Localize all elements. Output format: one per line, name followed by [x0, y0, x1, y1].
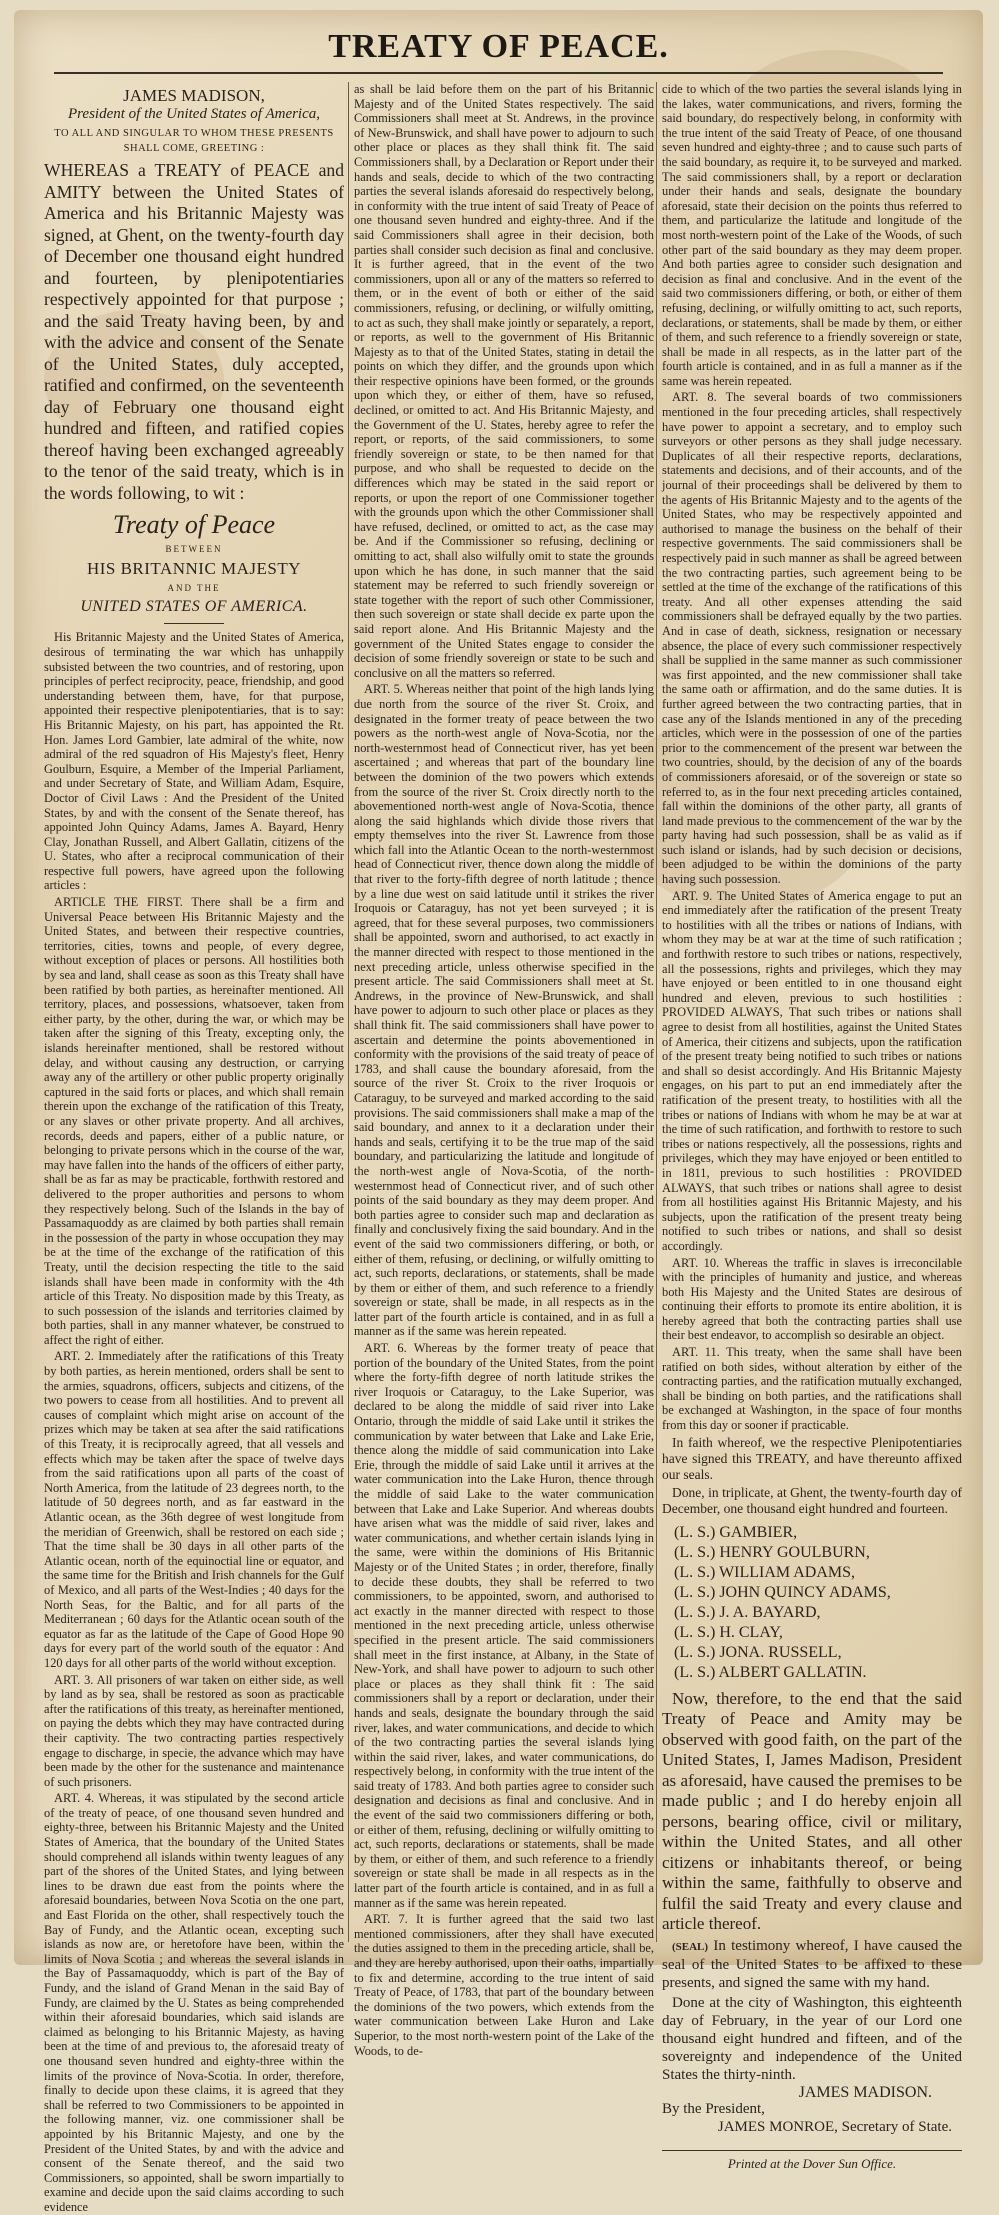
signatory: (L. S.) J. A. BAYARD, — [674, 1603, 821, 1621]
madison-signature: JAMES MADISON. — [798, 2083, 932, 2101]
treaty-paragraph: ART. 9. The United States of America engage to put an end immediately after the ratification of the present Treaty to hostilities with all the tribes or nations of Indians, with whom they may be at war at the time of such ratification ; and forthwith restore to such tribes or nations, respectively, all the possessions, rights and privileges, which they may have enjoyed or been entitled to in one thousand eight hundred and eleven, previous to such hostilities : PROVIDED ALWAYS, That such tribes or nations shall agree to desist from all hostilities, against the United States of America, their citizens and subjects, upon the ratification of the present treaty being notified to such tribes or nations and shall so desist accordingly. And His Britannic Majesty engages, on his part to put an end immediately after the ratification of the present treaty, to hostilities with all the tribes or nations of Indians with whom he may be at war at the time of such ratification, and forthwith to restore to such tribes or nations respectively, all the possessions, rights and privileges, which they may have enjoyed or been entitled to in 1811, previous to such hostilities : PROVIDED ALWAYS, that such tribes or nations shall agree to desist from all hostilities against His Britannic Majesty, and his subjects, upon the ratification of the present treaty being notified to such tribes or nations, and shall so desist accordingly. — [662, 888, 962, 1253]
treaty-paragraph: ART. 7. It is further agreed that the said two last mentioned commissioners, after they shall have executed the duties assigned to them in the preceding article, shall be, and they are hereby authorised, upon their oaths, impartially to fix and determine, according to the true intent of said Treaty of Peace, of 1783, that part of the boundary between the dominions of the two powers, which extends from the water communication between Lake Huron and Lake Superior, to the most north-western point of the Lake of the Woods, to de- — [354, 1912, 654, 2058]
treaty-paragraph: ART. 6. Whereas by the former treaty of peace that portion of the boundary of the United States, from the point where the forty-fifth degree of north latitude strikes the river Iroquois or Cataraguy, to the Lake Superior, was declared to be along the middle of said river into Lake Ontario, through the middle of said Lake until it strikes the communication by water between that Lake and Lake Erie, thence along the middle of said communication into Lake Erie, through the middle of said Lake until it arrives at the water communication into the Lake Huron, thence through the middle of said Lake to the water communication between that Lake and Lake Superior. And whereas doubts have arisen what was the middle of said river, lakes and water communications, and whether certain islands lying in the same, were within the dominions of His Britannic Majesty or of the United States ; in order, therefore, finally to decide these doubts, they shall be referred to two commissioners, to be appointed, sworn, and authorised to act exactly in the manner directed with respect to those mentioned in the next preceding article, unless otherwise specified in the present article. The said commissioners shall meet in the first instance, at Albany, in the State of New-York, and shall have power to adjourn to such other place or places as they shall think fit : The said commissioners shall by a report or declaration, under their hands and seals, designate the boundary through the said river, lakes, and water communications, and decide to which of the two contracting parties the several islands lying within the said river, lakes, and water communications, do respectively belong, in conformity with the true intent of the said treaty of 1783. And both parties agree to consider such designation and decisions as final and conclusive. And in the event of the said two commissioners differing or both, or either of them, refusing, declining or wilfully omitting to act, such reports, declarations or statements, shall be made by them, or either of them, and such reference to a friendly sovereign or state shall be made in all respects as in the latter part of the fourth article is contained, and in as full a manner as if the same was herein repeated. — [354, 1341, 654, 1910]
treaty-paragraph: His Britannic Majesty and the United States of America, desirous of terminating the war which has unhappily subsisted between the two countries, and of restoring, upon principles of perfect reciprocity, peace, friendship, and good understanding between them, have, for that purpose, appointed their respective plenipotentiaries, that is to say: His Britannic Majesty, on his part, has appointed the Rt. Hon. James Lord Gambier, late admiral of the white, now admiral of the red squadron of His Majesty's fleet, Henry Goulburn, Esquire, a Member of the Imperial Parliament, and under Secretary of State, and William Adam, Esquire, Doctor of Civil Laws : And the President of the United States, by and with the consent of the Senate thereof, has appointed John Quincy Adams, James A. Bayard, Henry Clay, Jonathan Russell, and Albert Gallatin, citizens of the U. States, who after a reciprocal communication of their respective full powers, have agreed upon the following articles : — [44, 630, 344, 893]
president-title: President of the United States of America, — [67, 106, 321, 122]
done-at-ghent: Done, in triplicate, at Ghent, the twenty-fourth day of December, one thousand eight hundred and fourteen. — [662, 1484, 962, 1516]
treaty-paragraph: ARTICLE THE FIRST. There shall be a firm and Universal Peace between His Britannic Majesty and the United States, and between their respective countries, territories, cities, towns and people, of every degree, without exception of places or persons. All hostilities both by sea and land, shall cease as soon as this Treaty shall have been ratified by both parties, as hereinafter mentioned. All territory, places, and possessions, whatsoever, taken from either party, by the other, during the war, or which may be taken after the signing of this Treaty, excepting only, the islands hereinafter mentioned, shall be restored without delay, and without causing any destruction, or carrying away any of the artillery or other public property originally captured in the said forts or places, and which shall remain therein upon the exchange of the ratification of this Treaty, or any slaves or other private property. And all archives, records, deeds and papers, either of a public nature, or belonging to private persons which in the course of the war, may have fallen into the hands of the officers of either party, shall be as far as may be practicable, forthwith restored and delivered to the proper authorities and persons to whom they respectively belong. Such of the Islands in the bay of Passamaquoddy as are claimed by both parties shall remain in the possession of the party in whose occupation they may be at the time of the exchange of the ratification of this Treaty, until the decision respecting the title to the said islands shall have been made in conformity with the 4th article of this Treaty. No disposition made by this Treaty, as to such possession of the islands and territories claimed by both parties, shall in any manner whatever, be construed to affect the right of either. — [44, 895, 344, 1347]
treaty-paragraph: ART. 2. Immediately after the ratifications of this Treaty by both parties, as herein mentioned, orders shall be sent to the armies, squadrons, officers, subjects and citizens, of the two powers to cease from all hostilities. And to prevent all causes of complaint which might arise on account of the prizes which may be taken at sea after the said ratifications of this Treaty, it is reciprocally agreed, that all vessels and effects which may be taken after the space of twelve days from the said ratifications upon all parts of the coast of North America, from the latitude of 23 degrees north, to the latitude of 50 degrees north, and as far eastward in the Atlantic ocean, as the 36th degree of west longitude from the meridian of Greenwich, shall be restored on each side ; That the time shall be 30 days in all other parts of the Atlantic ocean, north of the equinoctial line or equator, and the same time for the British and Irish channels for the Gulf of Mexico, and all parts of the West-Indies ; 40 days for the North Seas, for the Baltic, and for all parts of the Mediterranean ; 60 days for the Atlantic ocean south of the equator as far as the latitude of the Cape of Good Hope 90 days for every part of the world south of the equator : And 120 days for all other parts of the world without exception. — [44, 1349, 344, 1670]
signatory-list — [674, 1523, 962, 1683]
printer-imprint: Printed at the Dover Sun Office. — [662, 2150, 962, 2172]
column-1 — [44, 82, 344, 2214]
president-name: JAMES MADISON, — [123, 86, 265, 105]
treaty-paragraph: as shall be laid before them on the part of his Britannic Majesty and of the United States respectively. The said Commissioners shall meet at St. Andrews, in the province of New-Brunswick, and shall have power to adjourn to such other place or places as they shall think fit. The said Commissioners shall, by a Declaration or Report under their hands and seals, decide to which of the two contracting parties the several islands aforesaid do respectively belong, in conformity with the true intent of said Treaty of Peace of one thousand seven hundred and eighty-three. And if the said Commissioners shall agree in their decision, both parties shall consider such decision as final and conclusive. It is further agreed, that in the event of the two commissioners, upon all or any of the matters so referred to them, or in the event of both or either of the said commissioners, refusing, or declining, or wilfully omitting, to act as such, they shall make jointly or separately, a report, or reports, as well to the government of His Britannic Majesty as to that of the United States, stating in detail the points on which they differ, and the grounds upon which their respective opinions have been formed, or the grounds upon which they, or either of them, have so refused, declined, or omitted to act. And His Britannic Majesty, and the Government of the U. States, hereby agree to refer the report, or reports, of the said commissioners, to some friendly sovereign or state, to be then named for that purpose, and who shall be requested to decide on the differences which may be stated in the said report or reports, or upon the report of one Commissioner together with the grounds upon which the other Commissioner shall have refused, declined, or omitted to act, as the case may be. And if the Commissioner so refusing, declining or omitting to act, shall also wilfully omit to state the grounds upon which he has done, in such manner that the said statement may be referred to such friendly sovereign or state together with the report of such other Commissioner, then such sovereign or state shall decide ex parte upon the said report alone. And His Britannic Majesty and the government of the United States engage to consider the decision of some friendly sovereign or state to be such and conclusive on all the matters so referred. — [354, 82, 654, 680]
by-the-president: By the President, — [662, 2101, 765, 2118]
signatory: (L. S.) WILLIAM ADAMS, — [674, 1563, 856, 1581]
treaty-paragraph: ART. 10. Whereas the traffic in slaves is irreconcilable with the principles of humanity and justice, and whereas both His Majesty and the United States are desirous of continuing their efforts to promote its entire abolition, it is hereby agreed that both the contracting parties shall use their best endeavor, to accomplish so desirable an object. — [662, 1255, 962, 1343]
whereas-paragraph: WHEREAS a TREATY of PEACE and AMITY between the United States of America and his Britannic Majesty was signed, at Ghent, on the twenty-fourth day of December one thousand eight hundred and fourteen, by plenipotentiaries respectively appointed for that purpose ; and the said Treaty having been, by and with the advice and consent of the Senate of the United States, duly accepted, ratified and confirmed, on the seventeenth day of February one thousand eight hundred and fifteen, and ratified copies thereof having been exchanged agreeably to the tenor of the said treaty, which is in the words following, to wit : — [44, 160, 344, 503]
column-divider — [656, 82, 657, 1942]
and-label: AND THE — [167, 582, 221, 593]
monroe-signature: JAMES MONROE, Secretary of State. — [717, 2119, 952, 2136]
column-3 — [662, 82, 962, 2172]
signatory: (L. S.) JOHN QUINCY ADAMS, — [674, 1583, 891, 1601]
headline: TREATY OF PEACE. — [328, 28, 669, 65]
party-united-states: UNITED STATES OF AMERICA. — [80, 598, 308, 616]
signatory: (L. S.) HENRY GOULBURN, — [674, 1543, 870, 1561]
document-sheet — [14, 10, 983, 2214]
treaty-title: Treaty of Peace — [112, 510, 276, 540]
faith-paragraph: In faith whereof, we the respective Plenipotentiaries have signed this TREATY, and have thereunto affixed our seals. — [662, 1434, 962, 1482]
salutation: TO ALL AND SINGULAR TO WHOM THESE PRESENTS SHALL COME, GREETING : — [54, 128, 334, 154]
seal-label: (SEAL) — [672, 1940, 709, 1953]
treaty-paragraph: ART. 5. Whereas neither that point of the high lands lying due north from the source of the river St. Croix, and designated in the former treaty of peace between the two powers as the north-west angle of Nova-Scotia, nor the north-westernmost head of Connecticut river, has yet been ascertained ; and whereas that part of the boundary line between the dominion of the two powers which extends from the source of the river St. Croix directly north to the abovementioned north-west angle of Nova-Scotia, thence along the said highlands which divide those rivers that empty themselves into the river St. Lawrence from those which fall into the Atlantic Ocean to the north-westernmost head of Connecticut river, thence down along the middle of that river to the forty-fifth degree of north latitude ; thence by a line due west on said latitude until it strikes the river Iroquois or Cataraguy, has not yet been surveyed ; it is agreed, that for these several purposes, two commissioners shall be appointed, sworn and authorised, to act exactly in the manner directed with respect to those mentioned in the next preceding article, unless otherwise specified in the present article. The said Commissioners shall meet at St. Andrews, in the province of New-Brunswick, and shall have power to adjourn to such other place or places as they shall think fit. The said commissioners shall have power to ascertain and determine the points abovementioned in conformity with the provisions of the said treaty of peace of 1783, and shall cause the boundary aforesaid, from the source of the river St. Croix to the river Iroquois or Cataraguy, to be surveyed and marked according to the said provisions. The said commissioners shall make a map of the said boundary, and annex to it a declaration under their hands and seals, certifying it to be the true map of the said boundary, and particularizing the latitude and longitude of the north-west angle of Nova-Scotia, of the north-westernmost head of Connecticut river, and of such other points of the said boundary as they may deem proper. And both parties agree to consider such map and declaration as finally and conclusively fixing the said boundary. And in the event of the said two commissioners differing, or both, or either of them, refusing, or declining, or wilfully omitting to act, such reports, declarations, or statements, shall be made by them or either of them, and such reference to a friendly sovereign or state, shall be made, in all respects as in the latter part of the fourth article is contained, and in as full a manner as if the same was herein repeated. — [354, 682, 654, 1339]
treaty-paragraph: ART. 8. The several boards of two commissioners mentioned in the four preceding articles, shall respectively have power to appoint a secretary, and to employ such surveyors or other persons as they shall judge necessary. Duplicates of all their respective reports, declarations, statements and decisions, and of their accounts, and of the journal of their proceedings shall be delivered by them to the agents of His Britannic Majesty and to the agents of the United States, who may be respectively appointed and authorised to manage the business on the behalf of their respective governments. The said commissioners shall be respectively paid in such manner as shall be agreed between the two contracting parties, such agreement being to be settled at the time of the exchange of the ratifications of this treaty. And all other expenses attending the said commissioners shall be defrayed equally by the two parties. And in case of death, sickness, resignation or necessary absence, the place of every such commissioner respectively shall be supplied in the same manner as such commissioner was first appointed, and the new commissioner shall take the same oath or affirmation, and do the same duties. It is further agreed between the two contracting parties, that in case any of the Islands mentioned in any of the preceding articles, which were in the possession of one of the parties prior to the commencement of the present war between the two countries, should, by the decision of any of the boards of commissioners aforesaid, or of the sovereign or state so referred to, as in the four next preceding articles contained, fall within the dominions of the other party, all grants of land made previous to the commencement of the war by the party having had such possession, shall be as valid as if such island or islands, had by such decision or decisions, been adjudged to be within the dominions of the party having such possession. — [662, 390, 962, 887]
treaty-paragraph: ART. 4. Whereas, it was stipulated by the second article of the treaty of peace, of one thousand seven hundred and eighty-three, between his Britannic Majesty and the United States of America, that the boundary of the United States should comprehend all islands within twenty leagues of any part of the shores of the United States, and lying between lines to be drawn due east from the points where the aforesaid boundaries, between Nova Scotia on the one part, and East Florida on the other, shall respectively touch the Bay of Fundy, and the Atlantic ocean, excepting such islands as now are, or heretofore have been, within the limits of Nova Scotia ; and whereas the several islands in the Bay of Passamaquoddy, which is part of the Bay of Fundy, and the island of Grand Menan in the said Bay of Fundy, are claimed by the U. States as being comprehended within their aforesaid boundaries, which said islands are claimed as belonging to his Britannic Majesty, as having been at the time of and previous to, the aforesaid treaty of one thousand seven hundred and eighty-three within the limits of the province of Nova-Scotia. In order, therefore, finally to decide upon these claims, it is agreed that they shall be referred to two Commissioners to be appointed in the following manner, viz. one commissioner shall be appointed by his Britannic Majesty, and one by the President of the United States, by and with the advice and consent of the Senate thereof, and the said two Commissioners, so appointed, shall be sworn impartially to examine and decide upon the said claims according to such evidence — [44, 1791, 344, 2214]
proclamation: Now, therefore, to the end that the said Treaty of Peace and Amity may be observed with good faith, on the part of the United States, I, James Madison, President as aforesaid, have caused the premises to be made public ; and I do hereby enjoin all persons, bearing office, civil or military, within the United States, and all other citizens or inhabitants thereof, or being within the same, faithfully to observe and fulfil the said Treaty and every clause and article thereof. — [662, 1688, 962, 1934]
treaty-paragraph: ART. 3. All prisoners of war taken on either side, as well by land as by sea, shall be restored as soon as practicable after the ratifications of this treaty, as hereinafter mentioned, on paying the debts which they may have contracted during their captivity. The two contracting parties respectively engage to discharge, in specie, the advance which may have been made by the other for the sustenance and maintenance of such prisoners. — [44, 1672, 344, 1789]
done-at-washington: Done at the city of Washington, this eighteenth day of February, in the year of our Lord one thousand eight hundred and fifteen, and of the sovereignty and independence of the United States the thirty-ninth. — [662, 1994, 962, 2083]
signatory: (L. S.) H. CLAY, — [674, 1623, 783, 1641]
testimony: (SEAL) In testimony whereof, I have caused the seal of the United States to be affixed to these presents, and signed the same with my hand. — [662, 1937, 962, 1991]
headline-rule — [54, 72, 943, 74]
column-2 — [354, 82, 654, 2058]
signatory: (L. S.) JONA. RUSSELL, — [674, 1643, 842, 1661]
signatory: (L. S.) GAMBIER, — [674, 1523, 798, 1541]
between-label: BETWEEN — [165, 544, 223, 555]
treaty-paragraph: cide to which of the two parties the several islands lying in the lakes, water communications, and rivers, forming the said boundary, do respectively belong, in conformity with the true intent of the said Treaty of Peace, of one thousand seven hundred and eighty-three ; and to cause such parts of the said boundary, as require it, to be surveyed and marked. The said commissioners shall, by a report or declaration under their hands and seals, designate the boundary aforesaid, state their decision on the points thus referred to them, and particularize the latitude and longitude of the most north-western point of the Lake of the Woods, of such other part of the said boundary as they may deem proper. And both parties agree to consider such designation and decision as final and conclusive. And in the event of the said two commissioners differing, or both, or either of them refusing, declining, or wilfully omitting to act, such reports, declarations, or statements, shall be made by them, or either of them, and such reference to a friendly sovereign or state, shall be made in all respects, as in the latter part of the fourth article is contained, and in as full a manner as if the same was herein repeated. — [662, 82, 962, 388]
column-divider — [348, 82, 349, 1942]
signatory: (L. S.) ALBERT GALLATIN. — [674, 1663, 867, 1681]
section-rule — [164, 623, 224, 624]
party-britain: HIS BRITANNIC MAJESTY — [86, 558, 302, 578]
treaty-paragraph: ART. 11. This treaty, when the same shall have been ratified on both sides, without alteration by either of the contracting parties, and the ratification mutually exchanged, shall be binding on both parties, and the ratifications shall be exchanged at Washington, in the space of four months from this day or sooner if practicable. — [662, 1345, 962, 1433]
